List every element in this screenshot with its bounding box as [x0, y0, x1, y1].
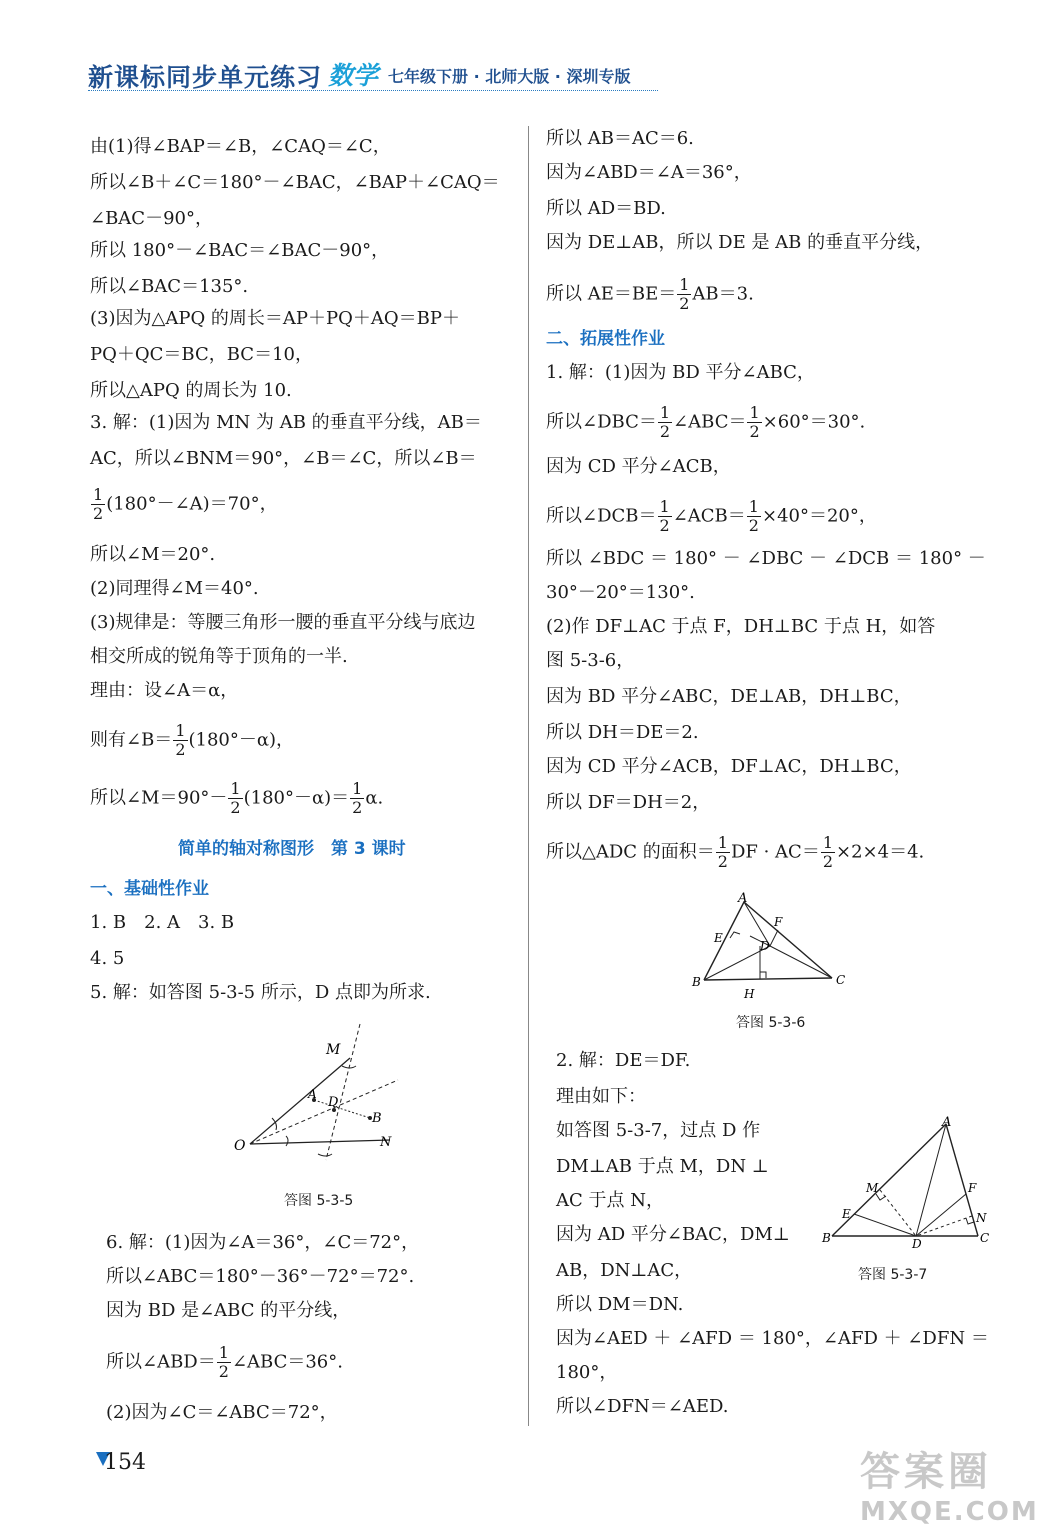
watermark-text: 答案圈 [860, 1449, 992, 1495]
label-n: N [976, 1211, 987, 1225]
fraction: $\frac{1}{2}$ [93, 485, 104, 523]
text-line: 30°－20°＝130°. [546, 582, 695, 603]
watermark-url: MXQE.COM [860, 1497, 1039, 1527]
header-rule [88, 90, 658, 91]
watermark-logo [860, 1440, 1039, 1532]
text-line: 所以∠DCB＝ $\frac{1}{2}$ ∠ACB＝ $\frac{1}{2}$ ×40°＝20°， [546, 497, 877, 535]
label-a: A [308, 1087, 317, 1101]
subject-label: 数学 [328, 61, 379, 90]
fraction: $\frac{1}{2}$ [822, 833, 834, 871]
text-line: 因为 AD 平分∠BAC，DM⊥ [556, 1224, 790, 1245]
fraction: $\frac{1}{2}$ [659, 497, 670, 535]
side-ab [704, 902, 744, 980]
text-line: 因为 BD 是∠ABC 的平分线， [106, 1300, 351, 1321]
segment-ad [916, 1124, 946, 1236]
fraction: $\frac{1}{2}$ [679, 275, 690, 313]
ray-on [250, 1140, 390, 1144]
text-line: 如答图 5-3-7，过点 D 作 [556, 1120, 761, 1141]
text-line: 4. 5 [90, 948, 125, 969]
text-line: PQ＋QC＝BC，BC＝10， [90, 344, 313, 365]
fraction: $\frac{1}{2}$ [175, 721, 186, 759]
text-line: 所以 DM＝DN. [556, 1294, 684, 1315]
text-line: AB，DN⊥AC， [556, 1260, 693, 1281]
text-line: 3. 解：(1)因为 MN 为 AB 的垂直平分线，AB＝ [90, 412, 482, 433]
segment-df [916, 1194, 966, 1236]
segment-de [854, 1214, 916, 1236]
text-line: 所以 DF＝DH＝2， [546, 792, 711, 813]
label-a: A [942, 1115, 952, 1130]
text-line: DM⊥AB 于点 M，DN ⊥ [556, 1156, 769, 1177]
label-f: F [968, 1181, 977, 1195]
text-line: 1. B 2. A 3. B [90, 912, 235, 933]
text-line: 所以△ADC 的面积＝ $\frac{1}{2}$ DF · AC＝ $\frac{1}{2}$ ×2×4＝4. [546, 833, 925, 871]
text-line: (2)作 DF⊥AC 于点 F，DH⊥BC 于点 H，如答 [546, 616, 936, 637]
text-line: 所以∠M＝90°－ $\frac{1}{2}$ (180°－α)＝ $\frac{1}{2}$ α. [90, 779, 384, 817]
label-a: A [738, 891, 748, 906]
text-line: 因为∠AED ＋ ∠AFD ＝ 180°，∠AFD ＋ ∠DFN ＝ [556, 1328, 989, 1349]
book-title: 新课标同步单元练习 [88, 63, 323, 92]
text-line: 所以∠ABC＝180°－36°－72°＝72°. [106, 1266, 415, 1287]
text-line: 1. 解：(1)因为 BD 平分∠ABC， [546, 362, 815, 383]
text-line: $\frac{1}{2}$ (180°－∠A)＝70°， [93, 485, 278, 523]
segment-dn [916, 1216, 972, 1236]
text-line: (3)规律是：等腰三角形一腰的垂直平分线与底边 [90, 612, 476, 633]
text-line: 因为 DE⊥AB，所以 DE 是 AB 的垂直平分线， [546, 232, 934, 253]
figure-5-3-6 [684, 890, 854, 1002]
page-number: 154 [104, 1450, 146, 1475]
edition-label: 七年级下册 · 北师大版 · 深圳专版 [388, 67, 631, 86]
label-f: F [774, 915, 783, 929]
right-angle-mark [760, 972, 766, 978]
right-angle-mark [730, 932, 740, 938]
page-header [88, 56, 658, 96]
section-title: 简单的轴对称图形 第 3 课时 [178, 839, 406, 859]
text-line: (2)因为∠C＝∠ABC＝72°， [106, 1402, 338, 1423]
segment-ab [314, 1100, 370, 1118]
text-line: 180°， [556, 1362, 618, 1383]
text-line: 则有∠B＝ $\frac{1}{2}$ (180°－α)， [90, 721, 295, 759]
label-d: D [760, 939, 770, 953]
figure-caption: 答图 5-3-5 [284, 1193, 354, 1209]
text-line: 所以 AD＝BD. [546, 198, 666, 219]
arc-mark [318, 1154, 332, 1156]
fraction: $\frac{1}{2}$ [230, 779, 241, 817]
label-m: M [326, 1042, 341, 1058]
fraction: $\frac{1}{2}$ [218, 1343, 229, 1381]
fraction: $\frac{1}{2}$ [717, 833, 728, 871]
figure-5-3-5 [230, 1018, 410, 1168]
label-h: H [744, 987, 755, 1001]
label-d: D [912, 1237, 922, 1248]
text-line: 6. 解：(1)因为∠A＝36°，∠C＝72°， [106, 1232, 420, 1253]
text-line: 理由：设∠A＝α， [90, 680, 239, 701]
label-d: D [328, 1095, 339, 1110]
text-line: (2)同理得∠M＝40°. [90, 578, 259, 599]
text-line: 所以∠DBC＝ $\frac{1}{2}$ ∠ABC＝ $\frac{1}{2}$ ×60°＝30°. [546, 403, 866, 441]
text-line: 相交所成的锐角等于顶角的一半. [90, 646, 348, 667]
text-line: 2. 解：DE＝DF. [556, 1050, 691, 1071]
label-c: C [836, 973, 846, 987]
text-line: 所以∠ABD＝ $\frac{1}{2}$ ∠ABC＝36°. [106, 1343, 343, 1381]
figure-caption: 答图 5-3-6 [736, 1015, 806, 1031]
text-line: 所以 AB＝AC＝6. [546, 128, 694, 149]
text-line: 由(1)得∠BAP＝∠B，∠CAQ＝∠C， [90, 136, 391, 157]
text-line: 所以 180°－∠BAC＝∠BAC－90°， [90, 240, 390, 261]
text-line: 所以∠BAC＝135°. [90, 276, 249, 297]
label-n: N [380, 1135, 392, 1150]
label-o: O [234, 1138, 246, 1154]
text-line: 所以∠M＝20°. [90, 544, 216, 565]
text-line: 所以 ∠BDC ＝ 180° － ∠DBC － ∠DCB ＝ 180° － [546, 548, 986, 569]
text-line: ∠BAC－90°， [90, 208, 213, 229]
label-b: B [372, 1111, 382, 1126]
fraction: $\frac{1}{2}$ [749, 403, 760, 441]
text-line: 所以∠B＋∠C＝180°－∠BAC，∠BAP＋∠CAQ＝ [90, 172, 500, 193]
side-ac [946, 1124, 978, 1236]
arc-mark [286, 1136, 288, 1146]
text-line: 所以 AE＝BE＝ $\frac{1}{2}$ AB＝3. [546, 275, 754, 313]
text-line: 理由如下： [556, 1086, 646, 1107]
fraction: $\frac{1}{2}$ [659, 403, 671, 441]
label-b: B [822, 1231, 831, 1245]
text-line: 图 5-3-6， [546, 650, 635, 671]
fraction: $\frac{1}{2}$ [352, 779, 363, 817]
text-line: 因为 CD 平分∠ACB， [546, 456, 731, 477]
basic-heading: 一、基础性作业 [90, 879, 209, 899]
figure-5-3-7 [818, 1114, 998, 1248]
label-m: M [866, 1181, 879, 1195]
label-e: E [842, 1207, 851, 1221]
ext-heading: 二、拓展性作业 [546, 329, 665, 349]
segment-df [770, 930, 778, 946]
side-bc [704, 978, 832, 980]
label-b: B [692, 975, 701, 989]
text-line: (3)因为△APQ 的周长＝AP＋PQ＋AQ＝BP＋ [90, 308, 461, 329]
text-line: 5. 解：如答图 5-3-5 所示，D 点即为所求. [90, 982, 431, 1003]
label-c: C [980, 1231, 990, 1245]
text-line: 所以△APQ 的周长为 10. [90, 380, 292, 401]
text-line: 所以∠DFN＝∠AED. [556, 1396, 729, 1417]
label-e: E [714, 931, 723, 945]
fraction: $\frac{1}{2}$ [748, 497, 759, 535]
text-line: 所以 DH＝DE＝2. [546, 722, 699, 743]
text-line: 因为 BD 平分∠ABC，DE⊥AB，DH⊥BC， [546, 686, 912, 707]
column-divider [528, 126, 529, 1426]
figure-caption: 答图 5-3-7 [858, 1267, 928, 1283]
text-line: AC，所以∠BNM＝90°，∠B＝∠C，所以∠B＝ [90, 448, 477, 469]
text-line: 因为 CD 平分∠ACB，DF⊥AC，DH⊥BC， [546, 756, 912, 777]
text-line: AC 于点 N， [556, 1190, 664, 1211]
text-line: 因为∠ABD＝∠A＝36°， [546, 162, 752, 183]
